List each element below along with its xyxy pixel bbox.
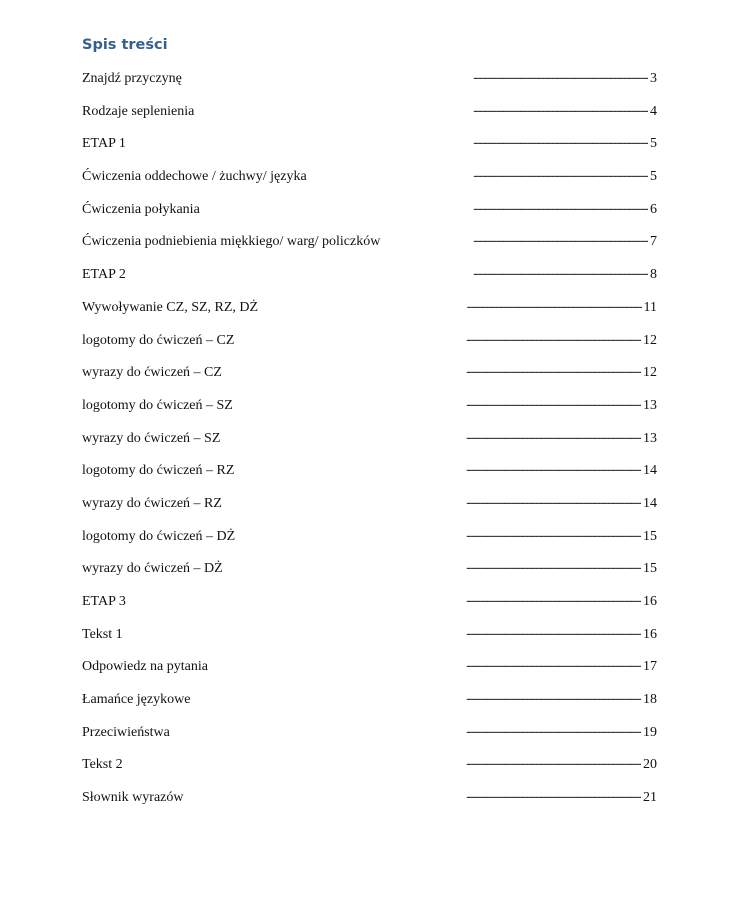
toc-entry-page-number[interactable]: 18: [643, 692, 657, 708]
dot-leader: [184, 68, 648, 82]
dot-leader: [186, 787, 642, 801]
toc-entry[interactable]: [82, 395, 657, 428]
toc-title: Spis treści: [82, 37, 168, 53]
toc-entry-label[interactable]: Przeciwieństwa: [82, 724, 170, 740]
toc-entry-page-number[interactable]: 14: [643, 495, 657, 511]
toc-entry-label[interactable]: ETAP 3: [82, 594, 126, 609]
toc-entry-page-number[interactable]: 3: [650, 71, 657, 86]
toc-entry-label[interactable]: logotomy do ćwiczeń – CZ: [82, 332, 235, 348]
dot-leader: [125, 754, 641, 768]
toc-entry-page-number[interactable]: 16: [643, 594, 657, 609]
toc-entry-label[interactable]: logotomy do ćwiczeń – SZ: [82, 397, 233, 413]
toc-entry-label[interactable]: Ćwiczenia połykania: [82, 201, 200, 217]
dot-leader: [202, 199, 648, 213]
dot-leader: [236, 460, 641, 474]
dot-leader: [222, 428, 641, 442]
toc-entry-page-number[interactable]: 16: [643, 626, 657, 642]
dot-leader: [260, 297, 641, 311]
toc-entry-label[interactable]: Ćwiczenia podniebienia miękkiego/ warg/ policzków: [82, 234, 381, 250]
toc-entry[interactable]: [82, 722, 657, 755]
toc-entry-page-number[interactable]: 14: [643, 463, 657, 479]
toc-entry[interactable]: [82, 493, 657, 526]
dot-leader: [224, 493, 641, 507]
toc-entry-label[interactable]: ETAP 2: [82, 267, 126, 283]
toc-entry-label[interactable]: Łamańce językowe: [82, 692, 191, 708]
dot-leader: [172, 722, 641, 736]
toc-entry[interactable]: [82, 787, 657, 820]
toc-entry-page-number[interactable]: 8: [650, 267, 657, 283]
toc-entry[interactable]: [82, 362, 657, 395]
dot-leader: [309, 166, 648, 180]
toc-entry-label[interactable]: Wywoływanie CZ, SZ, RZ, DŻ: [82, 299, 259, 315]
toc-entry-page-number[interactable]: 13: [643, 397, 657, 413]
toc-entry-label[interactable]: Odpowiedz na pytania: [82, 659, 208, 675]
toc-entry[interactable]: [82, 264, 657, 297]
toc-entry-page-number[interactable]: 15: [643, 561, 657, 577]
toc-entry-page-number[interactable]: 6: [650, 201, 657, 217]
toc-entry-page-number[interactable]: 11: [643, 299, 657, 315]
toc-entry-label[interactable]: wyrazy do ćwiczeń – DŻ: [82, 561, 223, 577]
table-of-contents: [82, 68, 657, 820]
toc-entry[interactable]: [82, 526, 657, 559]
toc-entry-page-number[interactable]: 12: [643, 365, 657, 381]
toc-entry[interactable]: [82, 297, 657, 330]
dot-leader: [192, 689, 641, 703]
toc-entry[interactable]: [82, 460, 657, 493]
toc-entry[interactable]: [82, 330, 657, 363]
dot-leader: [128, 264, 648, 278]
toc-entry-page-number[interactable]: 5: [650, 169, 657, 185]
toc-entry-label[interactable]: logotomy do ćwiczeń – DŻ: [82, 528, 236, 544]
toc-entry-label[interactable]: Tekst 1: [82, 626, 123, 642]
toc-entry-page-number[interactable]: 15: [643, 528, 657, 544]
toc-entry-label[interactable]: wyrazy do ćwiczeń – CZ: [82, 365, 222, 381]
toc-entry-page-number[interactable]: 17: [643, 659, 657, 675]
toc-entry-page-number[interactable]: 5: [650, 136, 657, 152]
toc-entry-label[interactable]: Słownik wyrazów: [82, 790, 184, 806]
toc-entry[interactable]: [82, 624, 657, 657]
toc-entry[interactable]: [82, 231, 657, 264]
toc-entry[interactable]: [82, 68, 657, 101]
toc-entry-label[interactable]: wyrazy do ćwiczeń – SZ: [82, 430, 221, 446]
dot-leader: [237, 526, 641, 540]
toc-entry-page-number[interactable]: 20: [643, 757, 657, 773]
toc-entry-page-number[interactable]: 7: [650, 234, 657, 250]
toc-entry[interactable]: [82, 133, 657, 166]
toc-entry-page-number[interactable]: 12: [643, 332, 657, 348]
toc-entry-label[interactable]: Tekst 2: [82, 757, 123, 773]
toc-entry[interactable]: [82, 428, 657, 461]
toc-entry-label[interactable]: ETAP 1: [82, 136, 126, 152]
toc-entry[interactable]: [82, 689, 657, 722]
dot-leader: [382, 231, 648, 245]
toc-entry-label[interactable]: Rodzaje seplenienia: [82, 103, 195, 119]
dot-leader: [210, 656, 641, 670]
toc-entry[interactable]: [82, 754, 657, 787]
dot-leader: [225, 558, 641, 572]
dot-leader: [235, 395, 641, 409]
dot-leader: [236, 330, 641, 344]
toc-entry-page-number[interactable]: 19: [643, 724, 657, 740]
toc-entry[interactable]: [82, 656, 657, 689]
toc-entry-label[interactable]: Znajdź przyczynę: [82, 71, 182, 86]
toc-entry[interactable]: [82, 166, 657, 199]
toc-entry-page-number[interactable]: 4: [650, 103, 657, 119]
toc-entry-page-number[interactable]: 21: [643, 790, 657, 806]
toc-entry[interactable]: [82, 558, 657, 591]
dot-leader: [128, 591, 641, 605]
dot-leader: [128, 133, 648, 147]
dot-leader: [125, 624, 641, 638]
toc-entry[interactable]: [82, 101, 657, 134]
dot-leader: [224, 362, 641, 376]
toc-entry[interactable]: [82, 199, 657, 232]
dot-leader: [196, 101, 648, 115]
toc-entry[interactable]: [82, 591, 657, 624]
toc-entry-label[interactable]: logotomy do ćwiczeń – RZ: [82, 463, 235, 479]
toc-entry-label[interactable]: wyrazy do ćwiczeń – RZ: [82, 495, 222, 511]
toc-entry-page-number[interactable]: 13: [643, 430, 657, 446]
toc-entry-label[interactable]: Ćwiczenia oddechowe / żuchwy/ języka: [82, 169, 307, 185]
